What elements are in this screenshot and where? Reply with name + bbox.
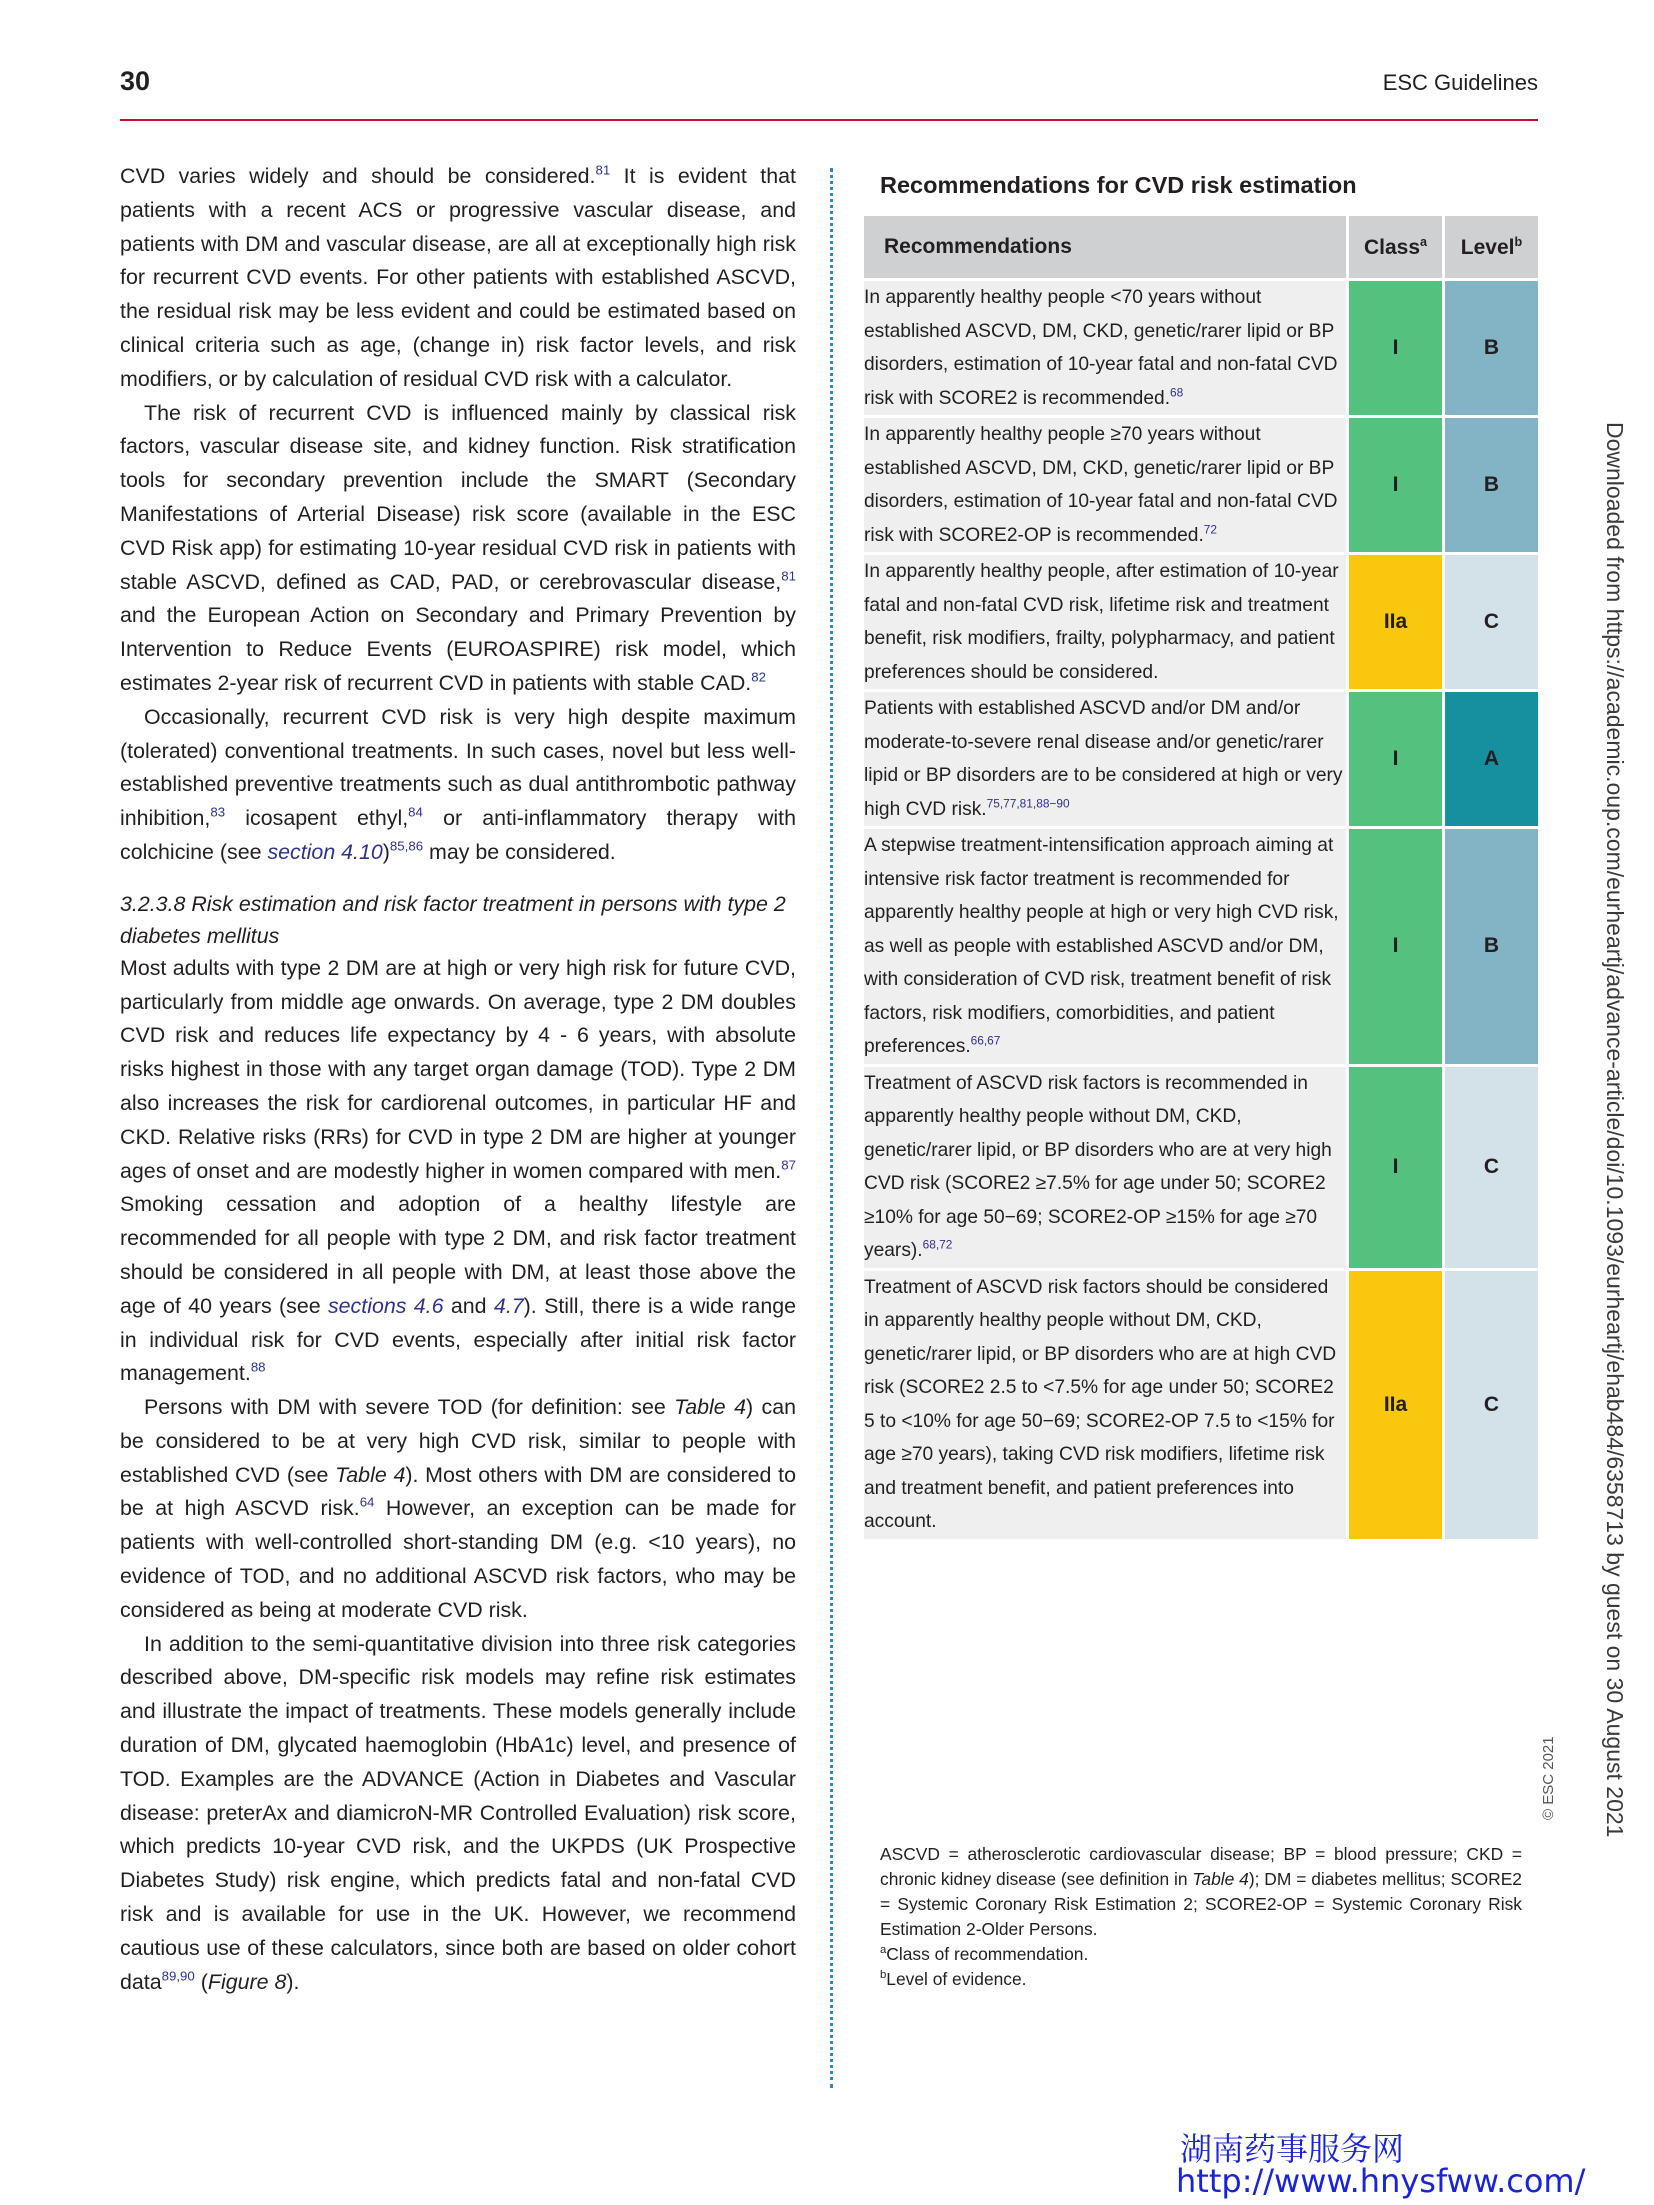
recommendation-text: In apparently healthy people, after estimation of 10-year fatal and non-fatal CVD risk, lifetime risk and treatment benefit, risk modifiers, frailty, polypharmacy, and patient preferences should be considered.	[864, 552, 1346, 689]
recommendation-text: In apparently healthy people <70 years without established ASCVD, DM, CKD, genetic/rarer lipid or BP disorders, estimation of 10-year fatal and non-fatal CVD risk with SCORE2 is recommended.$^{68}$	[864, 278, 1346, 415]
class-badge: I	[1346, 1064, 1442, 1268]
reference[interactable]: 75,77,81,88−90	[986, 795, 1070, 810]
figure-ref[interactable]: Figure 8	[207, 1969, 287, 1994]
level-badge: C	[1442, 552, 1538, 689]
recommendation-text: Patients with established ASCVD and/or DM and/or moderate-to-severe renal disease and/or genetic/rarer lipid or BP disorders are to be considered at high or very high CVD risk.$^{75,77,81,88-90}$	[864, 689, 1346, 826]
section-link[interactable]: section 4.10	[267, 839, 383, 864]
class-badge: I	[1346, 415, 1442, 552]
download-notice: Downloaded from https://academic.oup.com/eurheartj/advance-article/doi/10.1093/eurheartj/ehab484/6358713 by guest on 30 August 2021	[1602, 422, 1628, 1838]
left-column	[120, 160, 796, 1999]
recommendation-row	[864, 689, 1538, 826]
level-badge: C	[1442, 1268, 1538, 1539]
section-link[interactable]: 4.7	[493, 1293, 524, 1318]
subsection-heading: 3.2.3.8 Risk estimation and risk factor treatment in persons with type 2 diabetes mellitus	[120, 891, 786, 948]
class-header: Class$^a$	[1346, 216, 1442, 278]
class-badge: IIa	[1346, 1268, 1442, 1539]
table-ref[interactable]: Table 4	[335, 1462, 406, 1487]
reference[interactable]: 68	[1170, 384, 1184, 399]
recommendation-text: In apparently healthy people ≥70 years without established ASCVD, DM, CKD, genetic/rarer lipid or BP disorders, estimation of 10-year fatal and non-fatal CVD risk with SCORE2-OP is recommended.$^{72}$	[864, 415, 1346, 552]
paragraph-5: Persons with DM with severe TOD (for definition: see Table 4) can be considered to be at very high CVD risk, similar to people with established CVD (see Table 4). Most others with DM are considered to be at high ASCVD risk.$^{64}$ However, an exception can be made for patients with well-controlled short-standing DM (e.g. <10 years), no evidence of TOD, and no additional ASCVD risk factors, who may be considered as being at moderate CVD risk.	[120, 1395, 796, 1622]
recommendation-text: Treatment of ASCVD risk factors is recommended in apparently healthy people without DM, CKD, genetic/rarer lipid, or BP disorders who are at very high CVD risk (SCORE2 ≥7.5% for age under 50; SCORE2 ≥10% for age 50−69; SCORE2-OP ≥15% for age ≥70 years).$^{68,72}$	[864, 1064, 1346, 1268]
section-link[interactable]: sections 4.6	[327, 1293, 444, 1318]
journal-name: ESC Guidelines	[1382, 70, 1538, 95]
reference[interactable]: 87	[781, 1156, 796, 1172]
recommendation-row	[864, 415, 1538, 552]
class-badge: IIa	[1346, 552, 1442, 689]
recommendation-row	[864, 552, 1538, 689]
recommendation-text: Treatment of ASCVD risk factors should be considered in apparently healthy people without DM, CKD, genetic/rarer lipid, or BP disorders who are at high CVD risk (SCORE2 2.5 to <7.5% for age under 50; SCORE2 5 to <10% for age 50−69; SCORE2-OP 7.5 to <15% for age ≥70 years), taking CVD risk modifiers, lifetime risk and treatment benefit, and patient preferences into account.	[864, 1268, 1346, 1539]
paragraph-1: CVD varies widely and should be considered.$^{81}$ It is evident that patients with a recent ACS or progressive vascular disease, and patients with DM and vascular disease, are all at exceptionally high risk for recurrent CVD events. For other patients with established ASCVD, the residual risk may be less evident and could be estimated based on clinical criteria such as age, (change in) risk factor levels, and risk modifiers, or by calculation of residual CVD risk with a calculator.	[120, 162, 796, 391]
level-badge: C	[1442, 1064, 1538, 1268]
table-header-row	[864, 216, 1538, 278]
reference[interactable]: 72	[1203, 521, 1218, 536]
class-badge: I	[1346, 689, 1442, 826]
reference[interactable]: 84	[408, 804, 423, 820]
footnote-b: $^b$Level of evidence.	[880, 1969, 1027, 1989]
column-divider	[830, 168, 833, 2088]
header-rule	[120, 119, 1538, 121]
recommendations-header: Recommendations	[864, 216, 1346, 278]
table-ref[interactable]: Table 4	[1192, 1869, 1249, 1889]
recommendations-title: Recommendations for CVD risk estimation	[880, 172, 1357, 198]
recommendation-row	[864, 278, 1538, 415]
reference[interactable]: 88	[250, 1359, 266, 1375]
page-number: 30	[120, 66, 151, 96]
class-badge: I	[1346, 278, 1442, 415]
recommendation-row	[864, 1268, 1538, 1539]
level-badge: B	[1442, 826, 1538, 1064]
reference[interactable]: 81	[595, 162, 611, 178]
reference[interactable]: 89,90	[161, 1968, 195, 1984]
esc-copyright-mark: © ESC 2021	[1540, 1736, 1557, 1820]
reference[interactable]: 64	[359, 1494, 375, 1510]
paragraph-3: Occasionally, recurrent CVD risk is very high despite maximum (tolerated) conventional treatments. In such cases, novel but less well-established preventive treatments such as dual antithrombotic pathway inhibition,$^{83}$ icosapent ethyl,$^{84}$ or anti-inflammatory therapy with colchicine (see section 4.10)$^{85,86}$ may be considered.	[120, 704, 796, 864]
reference[interactable]: 82	[751, 669, 767, 685]
footnote-a: $^a$Class of recommendation.	[880, 1944, 1089, 1964]
watermark-text: 湖南药事服务网	[1180, 2130, 1405, 2168]
class-badge: I	[1346, 826, 1442, 1064]
reference[interactable]: 66,67	[970, 1033, 1001, 1048]
reference[interactable]: 83	[210, 804, 226, 820]
level-badge: B	[1442, 278, 1538, 415]
table-ref[interactable]: Table 4	[674, 1395, 746, 1420]
abbreviations-footnote: ASCVD = atherosclerotic cardiovascular disease; BP = blood pressure; CKD = chronic kidney disease (see definition in Table 4); DM = diabetes mellitus; SCORE2 = Systemic Coronary Risk Estimation 2; SCORE2-OP = Systemic Coronary Risk Estimation 2-Older Persons.	[880, 1844, 1522, 1939]
reference[interactable]: 85,86	[389, 838, 424, 854]
level-badge: B	[1442, 415, 1538, 552]
paragraph-2: The risk of recurrent CVD is influenced mainly by classical risk factors, vascular disease site, and kidney function. Risk stratification tools for secondary prevention include the SMART (Secondary Manifestations of Arterial Disease) risk score (available in the ESC CVD Risk app) for estimating 10-year residual CVD risk in patients with stable ASCVD, defined as CAD, PAD, or cerebrovascular disease,$^{81}$ and the European Action on Secondary and Primary Prevention by Intervention to Reduce Events (EUROASPIRE) risk model, which estimates 2-year risk of recurrent CVD in patients with stable CAD.$^{82}$	[120, 400, 796, 695]
watermark-url[interactable]: http://www.hnysfww.com/	[1176, 2162, 1586, 2200]
paragraph-6: In addition to the semi-quantitative division into three risk categories described above, DM-specific risk models may refine risk estimates and illustrate the impact of treatments. These models generally include duration of DM, glycated haemoglobin (HbA1c) level, and presence of TOD. Examples are the ADVANCE (Action in Diabetes and Vascular disease: preterAx and diamicroN-MR Controlled Evaluation) risk score, which predicts 10-year CVD risk, and the UKPDS (UK Prospective Diabetes Study) risk engine, which predicts fatal and non-fatal CVD risk and is available for use in the UK. However, we recommend cautious use of these calculators, since both are based on older cohort data$^{89,90}$ (Figure 8).	[120, 1631, 796, 1994]
recommendation-row	[864, 1064, 1538, 1268]
recommendations-table	[864, 216, 1538, 1539]
level-header: Level$^b$	[1442, 216, 1538, 278]
recommendation-text: A stepwise treatment-intensification approach aiming at intensive risk factor treatment is recommended for apparently healthy people at high or very high CVD risk, as well as people with established ASCVD and/or DM, with consideration of CVD risk, treatment benefit of risk factors, risk modifiers, comorbidities, and patient preferences.$^{66,67}$	[864, 826, 1346, 1064]
reference[interactable]: 81	[781, 567, 796, 583]
recommendation-row	[864, 826, 1538, 1064]
level-badge: A	[1442, 689, 1538, 826]
reference[interactable]: 68,72	[922, 1237, 953, 1252]
paragraph-4: Most adults with type 2 DM are at high or very high risk for future CVD, particularly from middle age onwards. On average, type 2 DM doubles CVD risk and reduces life expectancy by 4 - 6 years, with absolute risks highest in those with any target organ damage (TOD). Type 2 DM also increases the risk for cardiorenal outcomes, in particular HF and CKD. Relative risks (RRs) for CVD in type 2 DM are higher at younger ages of onset and are modestly higher in women compared with men.$^{87}$ Smoking cessation and adoption of a healthy lifestyle are recommended for all people with type 2 DM, and risk factor treatment should be considered in all people with DM, at least those above the age of 40 years (see sections 4.6 and 4.7). Still, there is a wide range in individual risk for CVD events, especially after initial risk factor management.$^{88}$	[120, 955, 797, 1386]
table-footnotes	[880, 1842, 1522, 1992]
